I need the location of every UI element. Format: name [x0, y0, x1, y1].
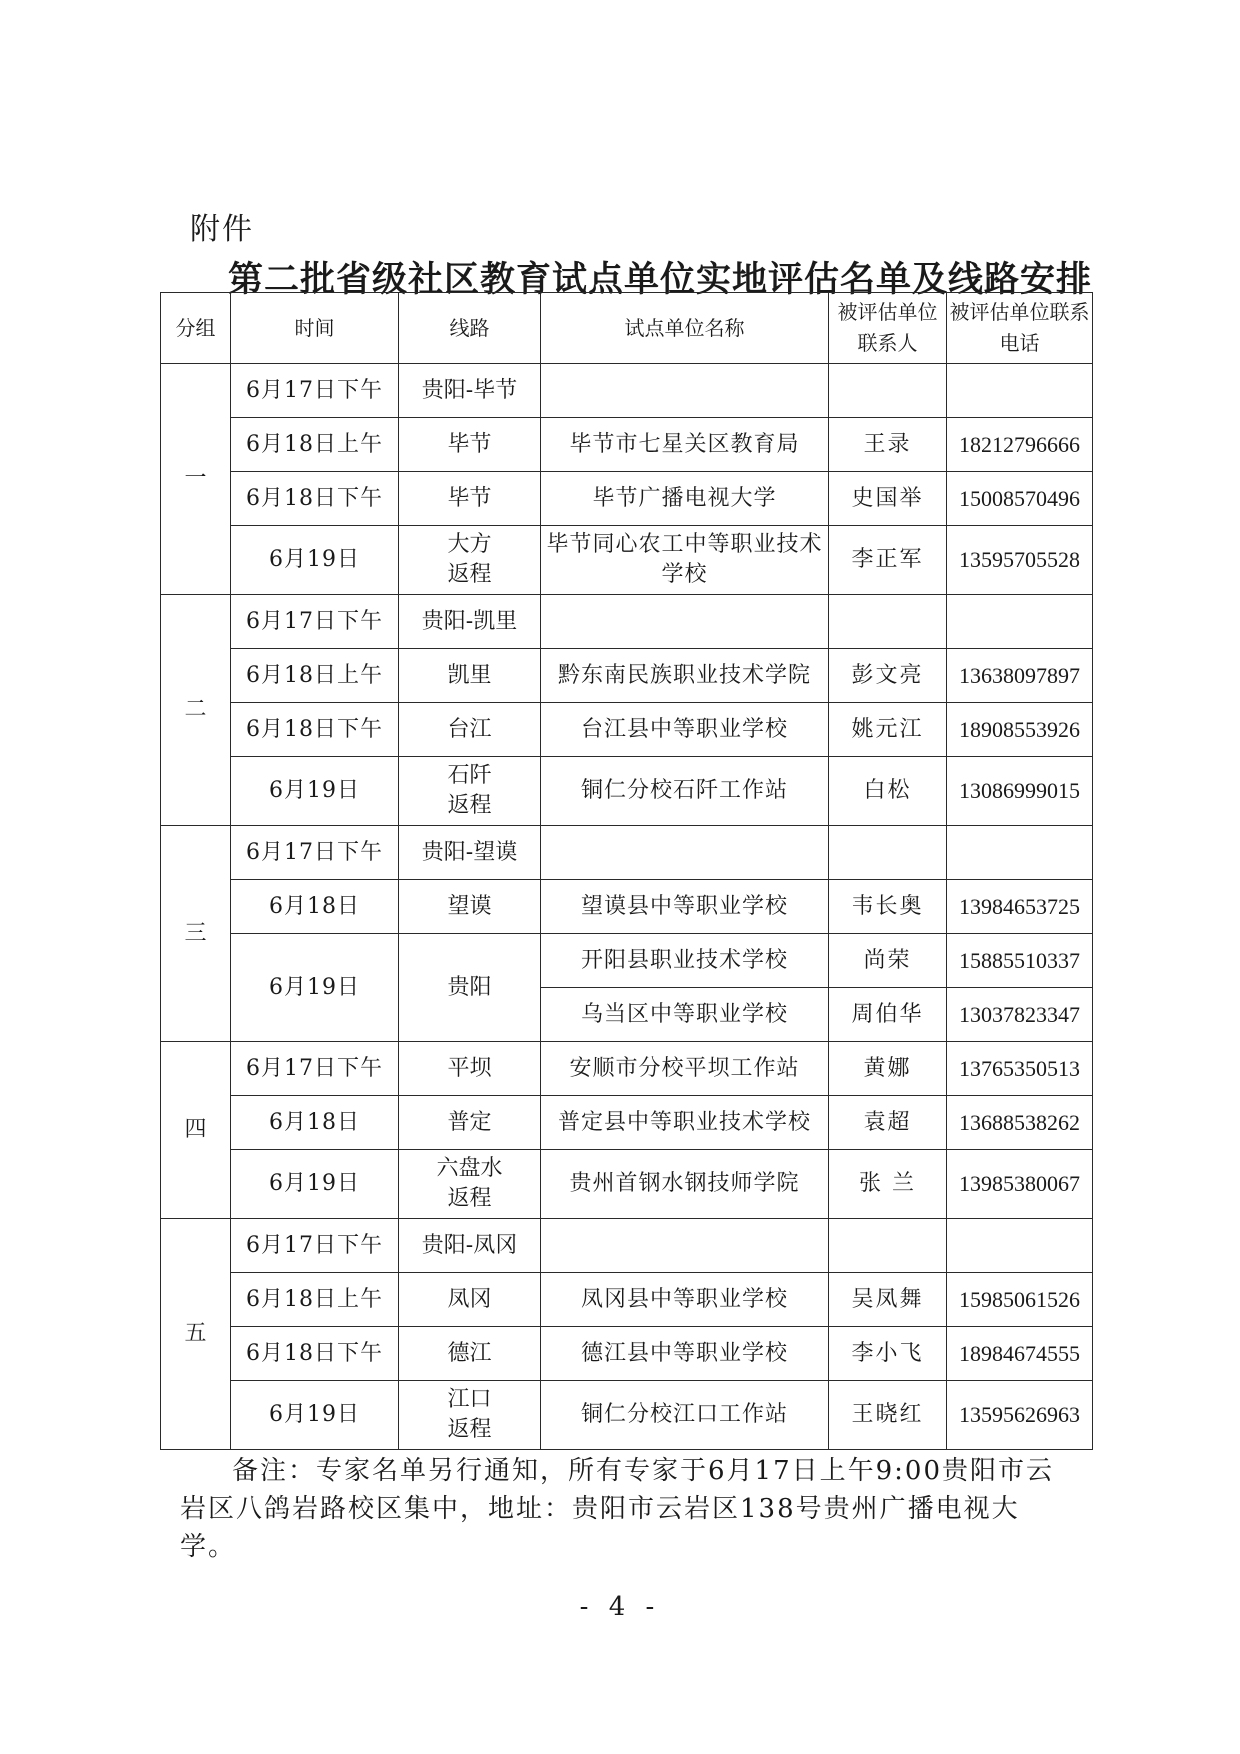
- cell-unit: 铜仁分校石阡工作站: [541, 757, 829, 826]
- table-header-row: [161, 293, 1093, 364]
- table-row: [161, 1273, 1093, 1327]
- cell-phone: 15985061526: [947, 1273, 1093, 1327]
- cell-contact: 周伯华: [829, 988, 947, 1042]
- cell-phone: 15008570496: [947, 472, 1093, 526]
- cell-contact: 尚荣: [829, 934, 947, 988]
- cell-time: 6月17日下午: [231, 1219, 399, 1273]
- cell-phone: 13086999015: [947, 757, 1093, 826]
- cell-phone: 13638097897: [947, 649, 1093, 703]
- cell-phone: [947, 826, 1093, 880]
- group-label: 五: [161, 1219, 231, 1450]
- page-number: - 4 -: [579, 1592, 661, 1622]
- group-label: 四: [161, 1042, 231, 1219]
- attachment-label: 附件: [190, 212, 254, 247]
- cell-time: 6月19日: [231, 757, 399, 826]
- table-row: [161, 526, 1093, 595]
- table-row: [161, 757, 1093, 826]
- cell-phone: 18984674555: [947, 1327, 1093, 1381]
- cell-contact: 白松: [829, 757, 947, 826]
- cell-time: 6月17日下午: [231, 364, 399, 418]
- cell-contact: 王录: [829, 418, 947, 472]
- cell-unit: [541, 595, 829, 649]
- cell-route: 凤冈: [399, 1273, 541, 1327]
- table-row: [161, 418, 1093, 472]
- cell-phone: 13984653725: [947, 880, 1093, 934]
- cell-route: 毕节: [399, 472, 541, 526]
- cell-contact: [829, 364, 947, 418]
- cell-contact: [829, 1219, 947, 1273]
- cell-contact: 李正军: [829, 526, 947, 595]
- cell-time: 6月19日: [231, 934, 399, 1042]
- cell-route: 石阡 返程: [399, 757, 541, 826]
- cell-phone: 15885510337: [947, 934, 1093, 988]
- cell-unit: 安顺市分校平坝工作站: [541, 1042, 829, 1096]
- header-route: 线路: [399, 293, 541, 364]
- table-row: [161, 1327, 1093, 1381]
- table-row: [161, 1150, 1093, 1219]
- cell-unit: 望谟县中等职业学校: [541, 880, 829, 934]
- cell-time: 6月18日上午: [231, 1273, 399, 1327]
- group-label: 二: [161, 595, 231, 826]
- cell-contact: 黄娜: [829, 1042, 947, 1096]
- cell-unit: [541, 826, 829, 880]
- cell-contact: 彭文亮: [829, 649, 947, 703]
- cell-unit: 黔东南民族职业技术学院: [541, 649, 829, 703]
- cell-phone: 13595626963: [947, 1381, 1093, 1450]
- cell-time: 6月19日: [231, 1381, 399, 1450]
- cell-phone: 13688538262: [947, 1096, 1093, 1150]
- table-row: [161, 1042, 1093, 1096]
- cell-route: 六盘水 返程: [399, 1150, 541, 1219]
- cell-phone: [947, 1219, 1093, 1273]
- table-row: [161, 649, 1093, 703]
- cell-unit: [541, 364, 829, 418]
- cell-time: 6月18日下午: [231, 1327, 399, 1381]
- cell-unit: 凤冈县中等职业学校: [541, 1273, 829, 1327]
- cell-phone: [947, 364, 1093, 418]
- cell-time: 6月19日: [231, 1150, 399, 1219]
- table-row: [161, 880, 1093, 934]
- cell-unit: 毕节同心农工中等职业技术学校: [541, 526, 829, 595]
- cell-time: 6月18日上午: [231, 649, 399, 703]
- cell-route: 望谟: [399, 880, 541, 934]
- cell-route: 贵阳: [399, 934, 541, 1042]
- cell-time: 6月17日下午: [231, 826, 399, 880]
- cell-time: 6月17日下午: [231, 1042, 399, 1096]
- cell-unit: 毕节市七星关区教育局: [541, 418, 829, 472]
- table-row: [161, 595, 1093, 649]
- cell-phone: 18212796666: [947, 418, 1093, 472]
- cell-contact: [829, 826, 947, 880]
- table-row: [161, 934, 1093, 988]
- cell-route: 贵阳-毕节: [399, 364, 541, 418]
- cell-unit: 铜仁分校江口工作站: [541, 1381, 829, 1450]
- cell-time: 6月18日下午: [231, 703, 399, 757]
- cell-route: 贵阳-凤冈: [399, 1219, 541, 1273]
- cell-phone: 13037823347: [947, 988, 1093, 1042]
- cell-time: 6月18日上午: [231, 418, 399, 472]
- cell-unit: 开阳县职业技术学校: [541, 934, 829, 988]
- cell-route: 毕节: [399, 418, 541, 472]
- cell-contact: 韦长奥: [829, 880, 947, 934]
- table-row: [161, 1219, 1093, 1273]
- cell-contact: 吴凤舞: [829, 1273, 947, 1327]
- cell-phone: [947, 595, 1093, 649]
- cell-contact: 姚元江: [829, 703, 947, 757]
- header-group: 分组: [161, 293, 231, 364]
- cell-phone: 13595705528: [947, 526, 1093, 595]
- cell-route: 贵阳-凯里: [399, 595, 541, 649]
- cell-phone: 13985380067: [947, 1150, 1093, 1219]
- cell-unit: 德江县中等职业学校: [541, 1327, 829, 1381]
- cell-contact: 张 兰: [829, 1150, 947, 1219]
- header-time: 时间: [231, 293, 399, 364]
- cell-route: 普定: [399, 1096, 541, 1150]
- cell-unit: 台江县中等职业学校: [541, 703, 829, 757]
- cell-time: 6月19日: [231, 526, 399, 595]
- cell-unit: [541, 1219, 829, 1273]
- cell-unit: 贵州首钢水钢技师学院: [541, 1150, 829, 1219]
- schedule-table: [160, 292, 1093, 1450]
- cell-route: 贵阳-望谟: [399, 826, 541, 880]
- cell-contact: [829, 595, 947, 649]
- cell-route: 台江: [399, 703, 541, 757]
- table-row: [161, 472, 1093, 526]
- cell-route: 江口 返程: [399, 1381, 541, 1450]
- cell-route: 平坝: [399, 1042, 541, 1096]
- remarks-note: 备注：专家名单另行通知，所有专家于6月17日上午9:00贵阳市云岩区八鸽岩路校区集中，地址：贵阳市云岩区138号贵州广播电视大学。: [180, 1456, 1055, 1562]
- cell-phone: 18908553926: [947, 703, 1093, 757]
- cell-time: 6月17日下午: [231, 595, 399, 649]
- cell-route: 凯里: [399, 649, 541, 703]
- cell-phone: 13765350513: [947, 1042, 1093, 1096]
- document-title: 第二批省级社区教育试点单位实地评估名单及线路安排: [228, 260, 1093, 300]
- group-label: 一: [161, 364, 231, 595]
- cell-contact: 李小飞: [829, 1327, 947, 1381]
- cell-route: 大方 返程: [399, 526, 541, 595]
- cell-time: 6月18日下午: [231, 472, 399, 526]
- cell-contact: 袁超: [829, 1096, 947, 1150]
- cell-time: 6月18日: [231, 1096, 399, 1150]
- cell-contact: 王晓红: [829, 1381, 947, 1450]
- header-contact: 被评估单位联系人: [829, 293, 947, 364]
- cell-unit: 毕节广播电视大学: [541, 472, 829, 526]
- cell-route: 德江: [399, 1327, 541, 1381]
- table-row: [161, 1096, 1093, 1150]
- cell-unit: 乌当区中等职业学校: [541, 988, 829, 1042]
- header-phone: 被评估单位联系电话: [947, 293, 1093, 364]
- cell-contact: 史国举: [829, 472, 947, 526]
- table-row: [161, 364, 1093, 418]
- table-row: [161, 703, 1093, 757]
- header-unit: 试点单位名称: [541, 293, 829, 364]
- cell-unit: 普定县中等职业技术学校: [541, 1096, 829, 1150]
- table-row: [161, 1381, 1093, 1450]
- cell-time: 6月18日: [231, 880, 399, 934]
- group-label: 三: [161, 826, 231, 1042]
- table-row: [161, 826, 1093, 880]
